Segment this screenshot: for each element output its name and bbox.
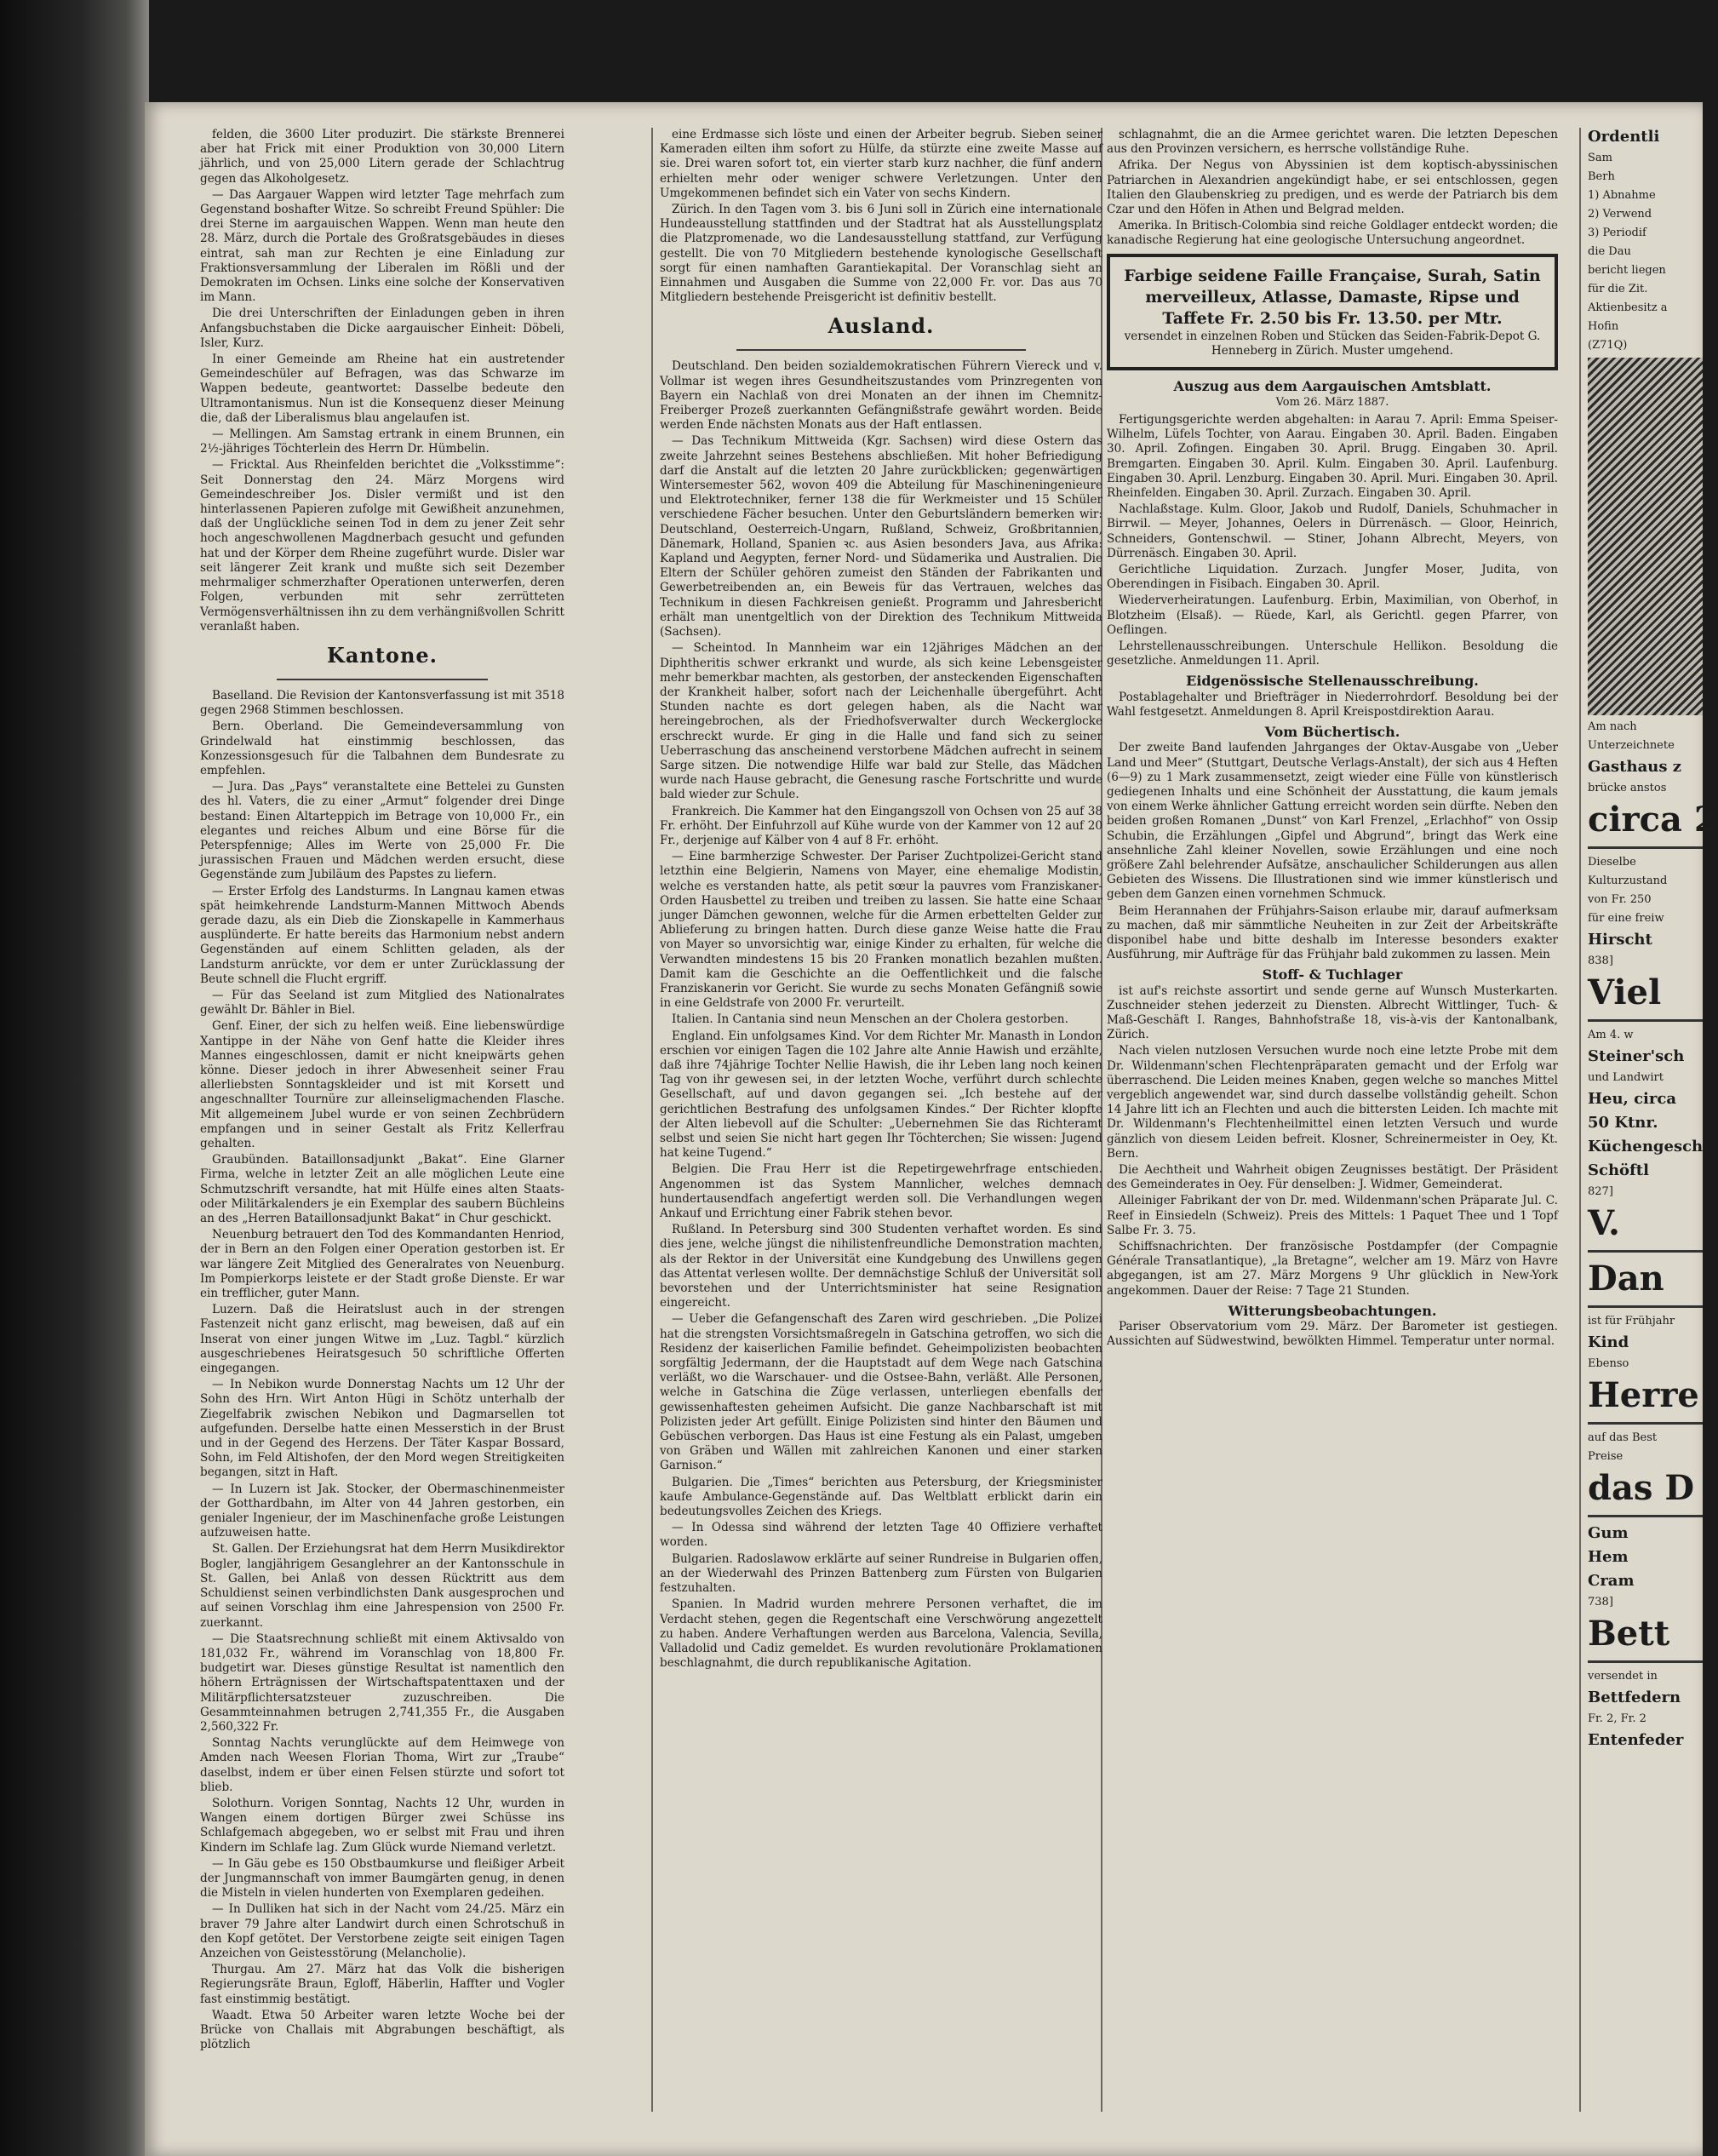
scan-dark-margin (0, 0, 149, 2156)
column-rule (1579, 128, 1581, 2112)
cropped-ad-text: für eine freiw (1588, 912, 1664, 925)
cropped-ad-text: Hofin (1588, 320, 1619, 333)
cropped-ad-text: Ordentli (1588, 128, 1660, 146)
article-paragraph: Luzern. Daß die Heiratslust auch in der strengen Fastenzeit nicht ganz erlischt, mag beweisen, daß auf ein Inserat von einer jungen Witwe im „Luz. Tagbl.“ kürzlich ausgeschriebenes Heiratsgesuch 50 schriftliche Offerten eingegangen. (200, 1303, 564, 1376)
article-paragraph: — Scheintod. In Mannheim war ein 12jähriges Mädchen an der Diphtheritis schwer erkrankt und wurde, als sich keine Lebensgeister mehr bemerkbar machten, als gestorben, der ansteckenden Eigenschaften der Krankheit halber, sofort nach der Leichenhalle übergeführt. Acht Stunden nachte es dort gelegen haben, als die Nacht war hereingebrochen, als der Friedhofsverwalter durch Weckerglocke erschreckt wurde. Er ging in die Halle und fand sich zu seiner Ueberraschung das anscheinend verstorbene Mädchen aufrecht in seinem Sarge sitzen. Die notwendige Hilfe war bald zur Stelle, das Mädchen wurde nach Hause gebracht, die Genesung rasche Fortschritte und wurde bald wieder zur Schule. (660, 641, 1102, 802)
cropped-ad-text: Am 4. w (1588, 1029, 1634, 1041)
article-paragraph: Thurgau. Am 27. März hat das Volk die bisherigen Regierungsräte Braun, Egloff, Häberlin, Haffter und Vogler fast einstimmig bestätigt. (200, 1963, 564, 2006)
cropped-ad-text: Dieselbe (1588, 856, 1636, 869)
cropped-ad-text: ist für Frühjahr (1588, 1315, 1675, 1327)
cropped-ad-text: 838] (1588, 955, 1613, 967)
cropped-ad-text: versendet in (1588, 1670, 1658, 1683)
cropped-ad-text: 738] (1588, 1596, 1613, 1608)
cropped-ad-text: für die Zit. (1588, 283, 1648, 295)
article-paragraph: Nach vielen nutzlosen Versuchen wurde noch eine letzte Probe mit dem Dr. Wildenmann'schen Flechtenpräparaten gemacht und der Erfolg war überraschend. Die Leiden meines Knaben, gegen welche so manches Mittel vergeblich angewendet war, sind durch dasselbe vollständig geheilt. Schon 14 Jahre litt ich an Flechten und auch die bittersten Leiden. Ich machte mit Dr. Wildenmann's Flechtenheilmittel einen letzten Versuch und wurde gänzlich von diesem Leiden befreit. Klosner, Schreinermeister in Oey, Kt. Bern. (1107, 1044, 1558, 1161)
article-paragraph: Alleiniger Fabrikant der von Dr. med. Wildenmann'schen Präparate Jul. C. Reef in Einsiedeln (Schweiz). Preis des Mittels: 1 Paquet Thee und 1 Topf Salbe Fr. 3. 75. (1107, 1194, 1558, 1237)
cropped-ad-text: 827] (1588, 1185, 1613, 1198)
cropped-ad-text: Cram (1588, 1572, 1635, 1590)
cropped-ad-text: Herre (1588, 1375, 1699, 1415)
article-paragraph: Rußland. In Petersburg sind 300 Studenten verhaftet worden. Es sind dies jene, welche jüngst die nihilistenfreundliche Demonstration machten, als der Rektor in der Universität eine Kundgebung des Unwillens gegen das Attentat verlesen wollte. Der demnächstige Schluß der Universität soll bevorstehen und der Unterrichtsminister hat seine Resignation eingereicht. (660, 1223, 1102, 1310)
article-paragraph: Der zweite Band laufenden Jahrganges der Oktav-Ausgabe von „Ueber Land und Meer“ (Stuttgart, Deutsche Verlags-Anstalt), der sich aus 4 Heften (6—9) zu 1 Mark zusammensetzt, zeigt wieder eine Fülle von künstlerisch gediegenen Inhalts und eine Schönheit der Ausstattung, die kaum jemals von einem Werke ähnlicher Gattung erreicht worden sein dürfte. Neben den beiden großen Romanen „Dunst“ von Karl Frenzel, „Erlachhof“ von Ossip Schubin, die Erzählungen „Gipfel und Abgrund“, bringt das Werk eine ansehnliche Zahl kleiner Novellen, sowie Erzählungen und eine noch größere Zahl belehrender Aufsätze, anschaulicher Schilderungen aus allen Gebieten des Wissens. Die Illustrationen sind wie immer künstlerisch und geben dem Ganzen einen vornehmen Schmuck. (1107, 741, 1558, 902)
cropped-ad-text: Entenfeder (1588, 1731, 1684, 1749)
article-paragraph: — In Nebikon wurde Donnerstag Nachts um 12 Uhr der Sohn des Hrn. Wirt Anton Hügi in Schötz unterhalb der Ziegelfabrik zwischen Nebikon und Dagmarsellen tot aufgefunden. Derselbe hatte einen Messerstich in der Brust und in der Gegend des Herzens. Der Täter Kaspar Bossard, Sohn, im Feld Altishofen, der den Mord wegen Streitigkeiten begangen, sitzt in Haft. (200, 1378, 564, 1480)
article-paragraph: — Das Technikum Mittweida (Kgr. Sachsen) wird diese Ostern das zweite Jahrzehnt seines Bestehens abschließen. Mit hoher Befriedigung darf die Anstalt auf die letzten 20 Jahre zurückblicken; gegenwärtigen Wintersemester 562, wovon 409 die Abteilung für Maschineningenieure und Elektrotechniker, ferner 138 die für Werkmeister und 15 Schüler verschiedene Fächer besuchen. Unter den Geburtsländern bemerken wir: Deutschland, Oesterreich-Ungarn, Rußland, Schweiz, Großbritannien, Dänemark, Holland, Spanien ꝛc. aus Asien besonders Java, aus Afrika: Kapland und Aegypten, ferner Nord- und Südamerika und Australien. Die Eltern der Schüler gehören zumeist den Ständen der Fabrikanten und Gewerbetreibenden an, ein Beweis für das Vertrauen, welches das Technikum in diesen Fachkreisen genießt. Programm und Jahresbericht erhält man unentgeltlich von der Direktion des Technikum Mittweida (Sachsen). (660, 434, 1102, 639)
cropped-ad-text: Heu, circa (1588, 1090, 1676, 1108)
article-paragraph: Fertigungsgerichte werden abgehalten: in Aarau 7. April: Emma Speiser-Wilhelm, Lüfels Tochter, von Aarau. Eingaben 30. April. Baden. Eingaben 30. April. Zofingen. Eingaben 30. April. Brugg. Eingaben 30. April. Bremgarten. Eingaben 30. April. Kulm. Eingaben 30. April. Laufenburg. Eingaben 30. April. Lenzburg. Eingaben 30. April. Muri. Eingaben 30. April. Rheinfelden. Eingaben 30. April. Zurzach. Eingaben 30. April. (1107, 413, 1558, 501)
section-heading: Kantone. (326, 642, 438, 668)
article-paragraph: Lehrstellenausschreibungen. Unterschule Hellikon. Besoldung die gesetzliche. Anmeldungen 11. April. (1107, 639, 1558, 668)
article-paragraph: Solothurn. Vorigen Sonntag, Nachts 12 Uhr, wurden in Wangen einem dortigen Bürger zwei Schüsse ins Schlafgemach abgegeben, wo er selbst mit Frau und ihren Kindern im Schlafe lag. Zum Glück wurde Niemand verletzt. (200, 1796, 564, 1855)
ad-code: (Z71Q) (1588, 339, 1628, 352)
article-paragraph: Zürich. In den Tagen vom 3. bis 6 Juni soll in Zürich eine internationale Hundeausstellung stattfinden und der Stadtrat hat als Ausstellungsplatz die Platzpromenade, wo die Landesausstellung stattfand, zur Verfügung gestellt. Die von 70 Mitgliedern bestehende kynologische Gesellschaft sorgt für einen namhaften Garantiekapital. Der Voranschlag sieht an Einnahmen und Ausgaben die Summe von 22,000 Fr. vor. Das aus 70 Mitgliedern bestehende Preisgericht ist definitiv bestellt. (660, 203, 1102, 305)
cropped-ad-text: 3) Periodif (1588, 226, 1646, 239)
article-paragraph: — Fricktal. Aus Rheinfelden berichtet die „Volksstimme“: Seit Donnerstag den 24. März Morgens wird Gemeindeschreiber Jos. Disler vermißt und ist den hinterlassenen Papieren zufolge mit Gewißheit anzunehmen, daß der Unglückliche seinen Tod in dem zu jener Zeit sehr hoch angeschwollenen Magdnerbach gesucht und gefunden hat und der Körper dem Rheine zugeführt wurde. Disler war seit längerer Zeit krank und mußte sich seit Dezember mehrmaliger schmerzhafter Operationen unterwerfen, deren Folgen, verbunden mit sehr zerrütteten Vermögensverhältnissen ihn zu dem verhängnißvollen Schritt veranlaßt haben. (200, 458, 564, 634)
article-paragraph: Bulgarien. Radoslawow erklärte auf seiner Rundreise in Bulgarien offen, an der Wiederwahl des Prinzen Battenberg zum Fürsten von Bulgarien festzuhalten. (660, 1551, 1102, 1596)
cropped-ad-text: Viel (1588, 972, 1662, 1012)
cropped-ad-text: Preise (1588, 1450, 1624, 1463)
cropped-ad-text: und Landwirt (1588, 1071, 1664, 1084)
article-paragraph: Pariser Observatorium vom 29. März. Der Barometer ist gestiegen. Aussichten auf Südwestwind, bewölkten Himmel. Temperatur unter normal. (1107, 1320, 1558, 1349)
cropped-ad-text: Hem (1588, 1548, 1629, 1566)
cropped-ad-text: 50 Ktnr. (1588, 1114, 1658, 1132)
article-paragraph: Spanien. In Madrid wurden mehrere Personen verhaftet, die im Verdacht stehen, gegen die Regentschaft eine Verschwörung angezettelt zu haben. Andere Verhaftungen werden aus Barcelona, Valencia, Sevilla, Valladolid und Cadiz gemeldet. Es wurden revolutionäre Proklamationen beschlagnahmt, die durch republikanische Agitation. (660, 1597, 1102, 1671)
article-paragraph: England. Ein unfolgsames Kind. Vor dem Richter Mr. Manasth in London erschien vor einigen Tagen die 102 Jahre alte Annie Hawish und erzählte, daß ihre 74jährige Tochter Nellie Hawish, die ihr Leben lang noch keinen Tag von ihr gewesen sei, in der letzten Woche, verführt durch schlechte Gesellschaft, auf und davon gegangen sei. „Ich bestehe auf der gerichtlichen Bestrafung des unfolgsamen Kindes.“ Der Richter klopfte der Alten liebevoll auf die Schulter: „Uebernehmen Sie das Richteramt selbst und seien Sie nicht hart gegen Ihr Töchterchen; Sie wissen: Jugend hat keine Tugend.“ (660, 1029, 1102, 1161)
cropped-ad-text: Dan (1588, 1259, 1664, 1299)
cropped-ad-text: Hirscht (1588, 931, 1652, 949)
article-paragraph: Gerichtliche Liquidation. Zurzach. Jungfer Moser, Judita, von Oberendingen in Fisibach. Eingaben 30. April. (1107, 563, 1558, 592)
article-paragraph: — Die Staatsrechnung schließt mit einem Aktivsaldo von 181,032 Fr., während im Voranschlag von 18,800 Fr. budgetirt war. Dieses günstige Resultat ist namentlich den höhern Erträgnissen der Wirtschaftspatenttaxen und der Militärpflichtersatzsteuer zuzuschreiben. Die Gesammteinnahmen betrugen 2,741,355 Fr., die Ausgaben 2,560,322 Fr. (200, 1631, 564, 1734)
ad-body: versendet in einzelnen Roben und Stücken das Seiden-Fabrik-Depot G. Henneberg in Zürich. Muster umgehend. (1124, 329, 1541, 358)
column-4-cropped (1588, 128, 1718, 2086)
ad-divider (1588, 1515, 1703, 1517)
article-paragraph: Bern. Oberland. Die Gemeindeversammlung von Grindelwald hat einstimmig beschlossen, das Konzessionsgesuch für die Talbahnen dem Bundesrate zu empfehlen. (200, 720, 564, 777)
column-3 (1107, 128, 1558, 2112)
article-paragraph: — In Luzern ist Jak. Stocker, der Obermaschinenmeister der Gotthardbahn, im Alter von 44 Jahren gestorben, ein genialer Ingenieur, der im Maschinenfache große Leistungen aufzuweisen hatte. (200, 1482, 564, 1540)
article-paragraph: — In Dulliken hat sich in der Nacht vom 24./25. März ein braver 79 Jahre alter Landwirt durch einen Schrotschuß in den Kopf getötet. Der Verstorbene zeigte seit einigen Tagen Anzeichen von Geistesstörung (Melancholie). (200, 1902, 564, 1960)
ad-divider (1588, 1422, 1703, 1425)
ad-headline: Farbige seidene Faille Française, Surah, Satin merveilleux, Atlasse, Damaste, Ripse und Taffete Fr. 2.50 bis Fr. 13.50. per Mtr. (1124, 266, 1541, 328)
cropped-ad-text: Ebenso (1588, 1357, 1629, 1370)
subheading: Witterungsbeobachtungen. (1228, 1302, 1437, 1319)
cropped-ad-text: Kulturzustand (1588, 874, 1668, 887)
cropped-ad-text: auf das Best (1588, 1431, 1658, 1444)
cropped-ad-text: V. (1588, 1203, 1620, 1243)
article-paragraph: — Für das Seeland ist zum Mitglied des Nationalrates gewählt Dr. Bähler in Biel. (200, 988, 564, 1018)
cropped-ad-text: Bettfedern (1588, 1689, 1681, 1706)
article-paragraph: In einer Gemeinde am Rheine hat ein austretender Gemeindeschüler auf Befragen, was das Schwarze im Wappen bedeute, geantwortet: Dasselbe bedeute den Ultramontanismus. Nun ist die Konsequenz dieser Meinung die, daß der Liberalismus blau angelaufen ist. (200, 353, 564, 425)
article-paragraph: — Jura. Das „Pays“ veranstaltete eine Bettelei zu Gunsten des hl. Vaters, die zu einer „Armut“ folgender drei Dinge bestand: Einen Altarteppich im Betrage von 10,000 Fr., ein elegantes und reiches Album und eine Börse für die Peterspfennige; Alles im Werte von 25,000 Fr. Die jurassischen Frauen und Mädchen werden ersucht, diese Gegenstände zum Jubiläum des Papstes zu liefern. (200, 780, 564, 882)
cropped-ad-text: Am nach (1588, 720, 1637, 733)
article-paragraph: Frankreich. Die Kammer hat den Eingangszoll von Ochsen von 25 auf 38 Fr. erhöht. Der Einfuhrzoll auf Kühe wurde von der Kammer von 12 auf 20 Fr., derjenige auf Kälber von 4 auf 8 Fr. erhöht. (660, 804, 1102, 847)
cropped-ad-text: Aktienbesitz a (1588, 301, 1668, 314)
article-paragraph: — Erster Erfolg des Landsturms. In Langnau kamen etwas spät heimkehrende Landsturm-Mannen Mittwoch Abends gerade dazu, als ein Dieb die Zionskapelle in Kammerhaus ausplünderte. Er hatte bereits das Harmonium nebst andern Gegenständen auf einem Schlitten geladen, als der Landsturm anrückte, vor dem er unter Zurücklassung der Beute schnell die Flucht ergriff. (200, 884, 564, 986)
subheading: Stoff- & Tuchlager (1262, 966, 1403, 983)
heading-rule (736, 349, 1026, 351)
cropped-ad-text: 2) Verwend (1588, 208, 1652, 221)
heading-rule (277, 679, 488, 680)
article-paragraph: — Das Aargauer Wappen wird letzter Tage mehrfach zum Gegenstand boshafter Witze. So schreibt Freund Spühler: Die drei Sterne im aargauischen Wappen. Wenn man heute den 28. März, durch die Portale des Großratsgebäudes in dieses eintrat, sah man zur Rechten je eine Einladung zur Fraktionsversammlung der Liberalen im Rößli und der Demokraten im Ochsen. Links eine solche der Konservativen im Mann. (200, 187, 564, 305)
cropped-ad-text: Kind (1588, 1333, 1629, 1351)
article-paragraph: felden, die 3600 Liter produzirt. Die stärkste Brennerei aber hat Frick mit einer Produktion von 30,000 Litern jährlich, und von 25,000 Litern gerade der Schlachtrug gegen das Alkoholgesetz. (200, 128, 564, 186)
article-paragraph: Afrika. Der Negus von Abyssinien ist dem koptisch-abyssinischen Patriarchen in Alexandrien angekündigt habe, er sei entschlossen, gegen Italien den Glaubenskrieg zu predigen, und es werde der Patriarch bis dem Czar und den Höfen in Athen und Belgrad melden. (1107, 158, 1558, 217)
article-paragraph: — Ueber die Gefangenschaft des Zaren wird geschrieben. „Die Polizei hat die strengsten Vorsichtsmaßregeln in Gatschina getroffen, wo sich die Residenz der kaiserlichen Familie befindet. Geheimpolizisten beobachten sorgfältig Jedermann, der die Hauptstadt auf dem Wege nach Gatschina verläßt, wo die Warschauer- und die Ostsee-Bahn, verläßt. Alle Personen, welche in Gatschina die Züge verlassen, unterliegen ebenfalls der gewissenhaftesten geheimen Aufsicht. Die ganze Nachbarschaft ist mit Polizisten jeder Art gefüllt. Einige Polizisten sind hinter den Bäumen und Gebüschen verborgen. Das Haus ist eine Festung als ein Palast, umgeben von Gräben und Wällen mit zahlreichen Kanonen und einer starken Garnison.“ (660, 1312, 1102, 1473)
article-paragraph: Belgien. Die Frau Herr ist die Repetirgewehrfrage entschieden. Angenommen ist das System Mannlicher, welches demnach hundertausendfach angefertigt werden soll. Die Verhandlungen wegen Ankauf und Errichtung einer Fabrik stehen bevor. (660, 1162, 1102, 1221)
cropped-ad-text: Unterzeichnete (1588, 739, 1675, 752)
ad-divider (1588, 1305, 1703, 1308)
cropped-ad-text: Schöftl (1588, 1161, 1649, 1179)
cropped-ad-text: die Dau (1588, 245, 1631, 258)
article-paragraph: Baselland. Die Revision der Kantonsverfassung ist mit 3518 gegen 2968 Stimmen beschlossen. (200, 688, 564, 718)
article-paragraph: schlagnahmt, die an die Armee gerichtet waren. Die letzten Depeschen aus den Provinzen versichern, es herrsche vollständige Ruhe. (1107, 128, 1558, 157)
dateline: Vom 26. März 1887. (1275, 395, 1389, 409)
article-paragraph: Sonntag Nachts verunglückte auf dem Heimwege von Amden nach Weesen Florian Thoma, Wirt zur „Traube“ daselbst, indem er über einen Felsen stürzte und sofort tot blieb. (200, 1736, 564, 1794)
article-paragraph: Wiederverheiratungen. Laufenburg. Erbin, Maximilian, von Oberhof, in Blotzheim (Elsaß). — Rüede, Karl, als Gerichtl. gegen Pfarrer, von Oeflingen. (1107, 593, 1558, 637)
hat-illustration (1588, 358, 1703, 715)
cropped-ad-text: brücke anstos (1588, 782, 1667, 794)
cropped-ad-text: Bett (1588, 1614, 1670, 1654)
article-paragraph: eine Erdmasse sich löste und einen der Arbeiter begrub. Sieben seiner Kameraden eilten ihm sofort zu Hülfe, da stürzte eine zweite Masse auf sie. Drei waren sofort tot, ein vierter starb kurz nachher, die fünf andern erhielten mehr oder weniger schwere Verletzungen. Unter den Umgekommenen befindet sich ein Vater von sechs Kindern. (660, 128, 1102, 200)
article-paragraph: Beim Herannahen der Frühjahrs-Saison erlaube mir, darauf aufmerksam zu machen, daß mir sämmtliche Neuheiten in zur Zeit der Arbeitskräfte disponibel habe und bitte deshalb im Interesse besonders exakter Ausführung, mir Aufträge für das Frühjahr bald zukommen zu lassen. Mein (1107, 903, 1558, 962)
article-paragraph: — Mellingen. Am Samstag ertrank in einem Brunnen, ein 2½-jähriges Töchterlein des Herrn Dr. Hümbelin. (200, 427, 564, 456)
cropped-ad-text: 1) Abnahme (1588, 189, 1656, 202)
article-paragraph: Bulgarien. Die „Times“ berichten aus Petersburg, der Kriegsminister kaufe Ambulance-Gegenstände auf. Das Weltblatt erblickt darin ein bedeutungsvolles Zeichen des Kriegs. (660, 1475, 1102, 1519)
article-paragraph: Waadt. Etwa 50 Arbeiter waren letzte Woche bei der Brücke von Challais mit Abgrabungen beschäftigt, als plötzlich (200, 2008, 564, 2052)
cropped-ad-text: Steiner'sch (1588, 1047, 1685, 1065)
article-paragraph: — In Odessa sind während der letzten Tage 40 Offiziere verhaftet worden. (660, 1521, 1102, 1550)
ad-divider (1588, 846, 1703, 849)
article-paragraph: Die Aechtheit und Wahrheit obigen Zeugnisses bestätigt. Der Präsident des Gemeinderates in Oey. Für denselben: J. Widmer, Gemeinderat. (1107, 1162, 1558, 1192)
cropped-ad-text: bericht liegen (1588, 264, 1666, 277)
article-paragraph: Die drei Unterschriften der Einladungen geben in ihren Anfangsbuchstaben die Dicke aargauischer Einheit: Döbeli, Isler, Kurz. (200, 307, 564, 350)
article-paragraph: Nachlaßstage. Kulm. Gloor, Jakob und Rudolf, Daniels, Schuhmacher in Birrwil. — Meyer, Johannes, Oelers in Dürrenäsch. — Gloor, Heinrich, Schneiders, Gontenschwil. — Stiner, Johann Albrecht, Meyers, von Dürrenäsch. Eingaben 30. April. (1107, 502, 1558, 560)
article-paragraph: Neuenburg betrauert den Tod des Kommandanten Henriod, der in Bern an den Folgen einer Operation gestorben ist. Er war längere Zeit Mitglied des Generalrates von Neuenburg. Im Pompierkorps leistete er der Stadt große Dienste. Er war ein trefflicher, guter Mann. (200, 1228, 564, 1301)
column-2 (660, 128, 1102, 2112)
silk-advertisement (1107, 254, 1558, 370)
article-paragraph: ist auf's reichste assortirt und sende gerne auf Wunsch Musterkarten. Zuschneider stehen jederzeit zu Diensten. Albrecht Wittlinger, Tuch- & Maß-Geschäft I. Ranges, Bahnhofstraße 18, vis-à-vis der Kantonalbank, Zürich. (1107, 983, 1558, 1042)
subheading: Vom Büchertisch. (1264, 724, 1400, 741)
article-paragraph: Deutschland. Den beiden sozialdemokratischen Führern Viereck und v. Vollmar ist wegen ihres Gesundheitszustandes vom Prinzregenten von Bayern ein Nachlaß von drei Monaten an der ihnen im Chemnitz-Freiberger Prozeß zuerkannten Gefängnißstrafe gewährt worden. Beide werden Ende nächsten Monats aus der Haft entlassen. (660, 359, 1102, 433)
cropped-ad-text: Gasthaus z (1588, 758, 1681, 776)
article-paragraph: Graubünden. Bataillonsadjunkt „Bakat“. Eine Glarner Firma, welche in letzter Zeit an alle möglichen Leute eine Schmutzschrift versandte, hat mit Hülfe eines alten Staats- oder Militärkalenders je ein Exemplar des saubern Büchleins an des „Herren Bataillonsadjunkt Bakat“ in Chur geschickt. (200, 1153, 564, 1226)
article-paragraph: Schiffsnachrichten. Der französische Postdampfer (der Compagnie Générale Transatlantique), „la Bretagne“, welcher am 19. März von Havre abgegangen, ist am 27. März Morgens 9 Uhr glücklich in New-York angekommen. Dauer der Reise: 7 Tage 21 Stunden. (1107, 1240, 1558, 1298)
article-paragraph: — In Gäu gebe es 150 Obstbaumkurse und fleißiger Arbeit der Jungmannschaft von immer Baumgärten genug, in denen die Misteln in vielen hunderten von Exemplaren gedeihen. (200, 1856, 564, 1901)
article-paragraph: — Eine barmherzige Schwester. Der Pariser Zuchtpolizei-Gericht stand letzthin eine Belgierin, Namens von Mayer, eine ehemalige Modistin, welche es verstanden hatte, als petit sœur la pauvres vom Franziskaner-Orden Hausbettel zu treiben und treiben zu lassen. Sie hatte eine Schaar junger Dämchen gewonnen, welche für die Armen erbettelten Gelder zur Ablieferung zu bringen hatten. Durch diese ganze Weise hatte die Frau von Mayer so unvorsichtig war, einige Kinder zu erhalten, für welche die Verwandten mindestens 15 bis 20 Franken monatlich bezahlen mußten. Damit kam die Geschichte an die Oeffentlichkeit und die falsche Franziskanerin vor Gericht. Sie wurde zu sechs Monaten Gefängniß sowie in eine Geldstrafe von 2000 Fr. verurteilt. (660, 850, 1102, 1011)
article-paragraph: Postablagehalter und Briefträger in Niederrohrdorf. Besoldung bei der Wahl festgesetzt. Anmeldungen 8. April Kreispostdirektion Aarau. (1107, 690, 1558, 719)
ad-divider (1588, 1250, 1703, 1253)
section-heading: Ausland. (828, 313, 935, 339)
column-rule (651, 128, 653, 2112)
cropped-ad-text: von Fr. 250 (1588, 893, 1652, 906)
cropped-ad-text: circa 2 (1588, 800, 1718, 840)
cropped-ad-text: Gum (1588, 1524, 1629, 1542)
subheading: Eidgenössische Stellenausschreibung. (1186, 673, 1479, 690)
cropped-ad-text: das D (1588, 1468, 1695, 1508)
article-paragraph: Italien. In Cantania sind neun Menschen an der Cholera gestorben. (672, 1012, 1068, 1027)
subheading: Auszug aus dem Aargauischen Amtsblatt. (1173, 377, 1492, 394)
ad-divider (1588, 1019, 1703, 1022)
cropped-ad-text: Küchengeschi (1588, 1138, 1709, 1155)
ad-divider (1588, 1660, 1703, 1663)
article-paragraph: Amerika. In Britisch-Colombia sind reiche Goldlager entdeckt worden; die kanadische Regierung hat eine geologische Untersuchung angeordnet. (1107, 219, 1558, 248)
cropped-ad-text: Fr. 2, Fr. 2 (1588, 1712, 1646, 1725)
cropped-ad-text: Berh (1588, 170, 1615, 183)
article-paragraph: St. Gallen. Der Erziehungsrat hat dem Herrn Musikdirektor Bogler, langjährigem Gesanglehrer an der Kantonsschule in St. Gallen, bei Anlaß von dessen Rücktritt aus dem Schuldienst seinen verbindlichsten Dank ausgesprochen und auf seinen Vorschlag ihm eine Jahrespension von 2500 Fr. zuerkannt. (200, 1542, 564, 1630)
article-paragraph: Genf. Einer, der sich zu helfen weiß. Eine liebenswürdige Xantippe in der Nähe von Genf hatte die Kleider ihres Mannes eingeschlossen, damit er nicht kneipwärts gehen könne. Dieser jedoch in ihrer Abwesenheit seiner Frau allerliebsten Sonntagskleider und ist mit Korsett und angeschnallter Tournüre zur alleinseligmachenden Flasche. Mit allgemeinem Jubel wurde er von seinen Zechbrüdern empfangen und in seiner Gestalt als Fritz Kellerfrau gehalten. (200, 1019, 564, 1150)
cropped-ad-text: Sam (1588, 152, 1612, 164)
column-1 (200, 128, 564, 2112)
